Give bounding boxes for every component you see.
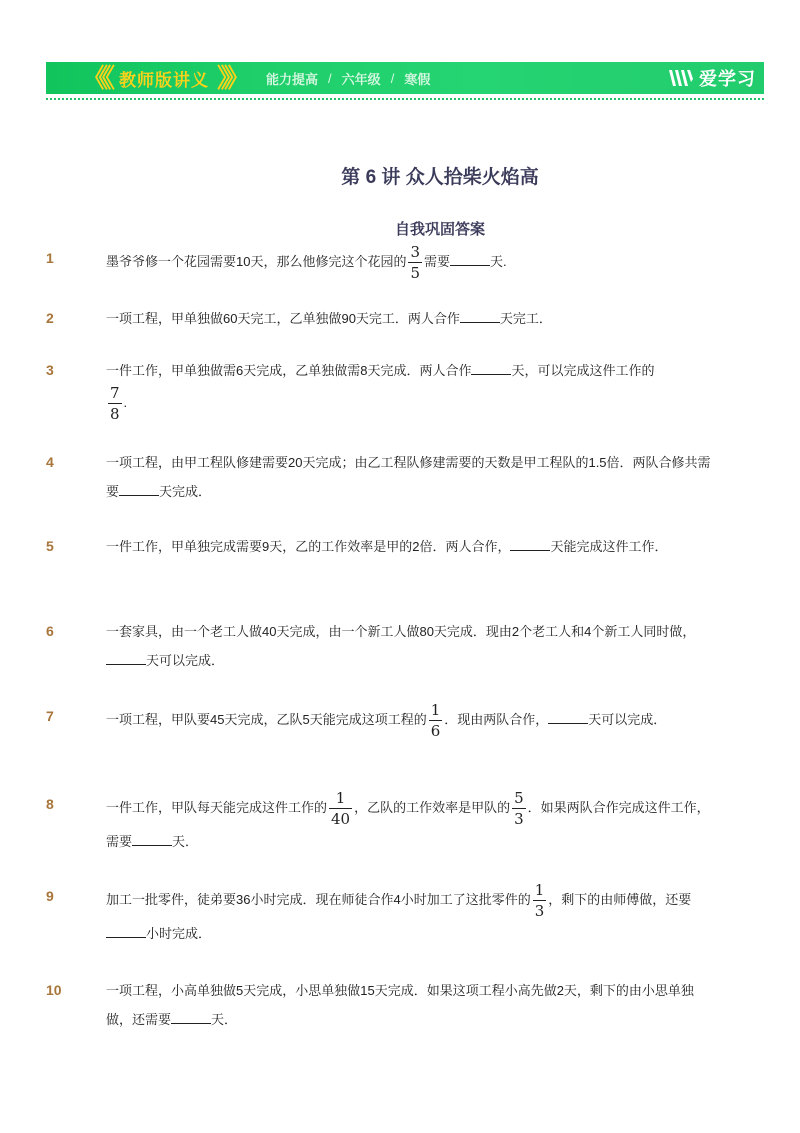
fraction-denominator: 5 xyxy=(410,264,421,282)
question-text-part: 一件工作，甲单独做需6天完成，乙单独做需8天完成．两人合作 xyxy=(106,363,472,378)
breadcrumb-item: 寒假 xyxy=(404,71,431,87)
header-divider xyxy=(46,98,764,100)
question-number: 6 xyxy=(46,623,54,639)
breadcrumb-item: 六年级 xyxy=(341,71,381,87)
question-text-part: 小时完成． xyxy=(146,926,212,941)
question-text-part: 天可以完成． xyxy=(588,711,667,727)
question-text-part: ，乙队的工作效率是甲队的 xyxy=(354,799,511,815)
question-text-part: 一套家具，由一个老工人做40天完成，由一个新工人做80天完成．现由2个老工人和4个新工人同时做， xyxy=(106,624,696,639)
question-number: 2 xyxy=(46,310,54,326)
fraction xyxy=(408,244,422,281)
fraction xyxy=(533,882,547,919)
question-text-part: 加工一批零件，徒弟要36小时完成．现在师徒合作4小时加工了这批零件的 xyxy=(106,891,531,907)
fraction-numerator: 1 xyxy=(430,701,441,719)
question-number: 7 xyxy=(46,708,54,724)
question-number: 3 xyxy=(46,362,54,378)
fraction-numerator: 7 xyxy=(110,384,120,402)
breadcrumb-item: 能力提高 xyxy=(266,71,319,87)
answer-blank xyxy=(119,482,159,496)
fraction xyxy=(429,702,443,739)
brand-title: 教师版讲义 xyxy=(119,70,210,90)
question-text-part: 一项工程，小高单独做5天完成，小思单独做15天完成．如果这项工程小高先做2天，剩下的由小思单独做，还需要 xyxy=(106,983,694,1027)
fraction-denominator: 6 xyxy=(430,722,441,740)
question-text-part: 需要 xyxy=(424,253,451,269)
question-text xyxy=(106,702,718,739)
fraction xyxy=(512,790,526,827)
fraction-numerator: 5 xyxy=(514,789,524,807)
question-text-part: 一件工作，甲队每天能完成这件工作的 xyxy=(106,799,328,815)
logo-text: 爱学习 xyxy=(699,69,756,89)
question-text-part: 一项工程，甲单独做60天完工，乙单独做90天完工．两人合作 xyxy=(106,311,460,326)
fraction-denominator: 3 xyxy=(534,902,545,920)
question-text-part: 天完成． xyxy=(159,484,212,499)
question-text xyxy=(106,304,718,333)
double-chevron-left-icon: 《《 xyxy=(82,63,110,93)
answer-blank xyxy=(450,252,490,266)
fraction-numerator: 1 xyxy=(534,881,545,899)
question-text xyxy=(106,448,718,506)
question-number: 1 xyxy=(46,250,54,266)
question-text-part: 天． xyxy=(211,1012,238,1027)
answer-blank xyxy=(132,832,172,846)
fraction xyxy=(329,790,352,827)
question-text-part: 天可以完成． xyxy=(146,653,225,668)
question-text xyxy=(106,976,718,1034)
question-text-part: ．现由两队合作， xyxy=(444,711,549,727)
question-text-part: . xyxy=(123,394,128,410)
question-number: 10 xyxy=(46,982,62,998)
question-number: 9 xyxy=(46,888,54,904)
answer-blank xyxy=(106,924,146,938)
answer-blank xyxy=(510,537,550,551)
question-text-part: 一项工程，甲队要45天完成，乙队5天能完成这项工程的 xyxy=(106,711,427,727)
question-text-part: ．如果两队合作完成这件工作，需要 xyxy=(106,799,710,849)
question-text-part: 天． xyxy=(172,834,199,849)
logo-mark-icon xyxy=(667,67,695,89)
question-text-part: 一件工作，甲单独完成需要9天，乙的工作效率是甲的2倍．两人合作， xyxy=(106,539,511,554)
answer-blank xyxy=(106,651,146,665)
question-number: 8 xyxy=(46,796,54,812)
fraction-denominator: 3 xyxy=(514,810,524,828)
fraction-denominator: 8 xyxy=(110,405,120,423)
double-chevron-right-icon: 》》 xyxy=(217,63,245,93)
fraction-numerator: 1 xyxy=(335,789,346,807)
question-text-part: 天完工． xyxy=(499,311,552,326)
lesson-subtitle: 自我巩固答案 xyxy=(394,221,485,238)
question-text-part: 一项工程，由甲工程队修建需要20天完成；由乙工程队修建需要的天数是甲工程队的1.5倍．两队合修共需要 xyxy=(106,455,711,499)
question-text-part: 天能完成这件工作． xyxy=(550,539,668,554)
question-text xyxy=(106,617,718,675)
question-text-part: 墨爷爷修一个花园需要10天，那么他修完这个花园的 xyxy=(106,253,407,269)
question-number: 4 xyxy=(46,454,54,470)
lesson-title: 第 6 讲 众人拾柴火焰高 xyxy=(341,167,539,188)
question-number: 5 xyxy=(46,538,54,554)
question-text-part: ，剩下的由师傅做，还要 xyxy=(548,891,692,907)
fraction xyxy=(108,385,122,422)
question-text xyxy=(106,244,718,281)
logo xyxy=(667,62,756,94)
answer-blank xyxy=(548,710,588,724)
header-banner xyxy=(46,62,764,94)
breadcrumb-separator: / xyxy=(390,70,395,86)
fraction-numerator: 3 xyxy=(410,243,421,261)
question-text-part: 天. xyxy=(490,253,507,269)
answer-blank xyxy=(471,361,511,375)
breadcrumb xyxy=(266,69,430,88)
breadcrumb-separator: / xyxy=(328,70,332,86)
answer-blank xyxy=(171,1010,211,1024)
question-text-part: 天，可以完成这件工作的 xyxy=(511,363,655,378)
question-text xyxy=(106,532,718,561)
answer-blank xyxy=(460,309,500,323)
question-text xyxy=(106,882,718,948)
fraction-denominator: 40 xyxy=(331,810,351,828)
question-text xyxy=(106,790,718,856)
question-text xyxy=(106,356,718,422)
